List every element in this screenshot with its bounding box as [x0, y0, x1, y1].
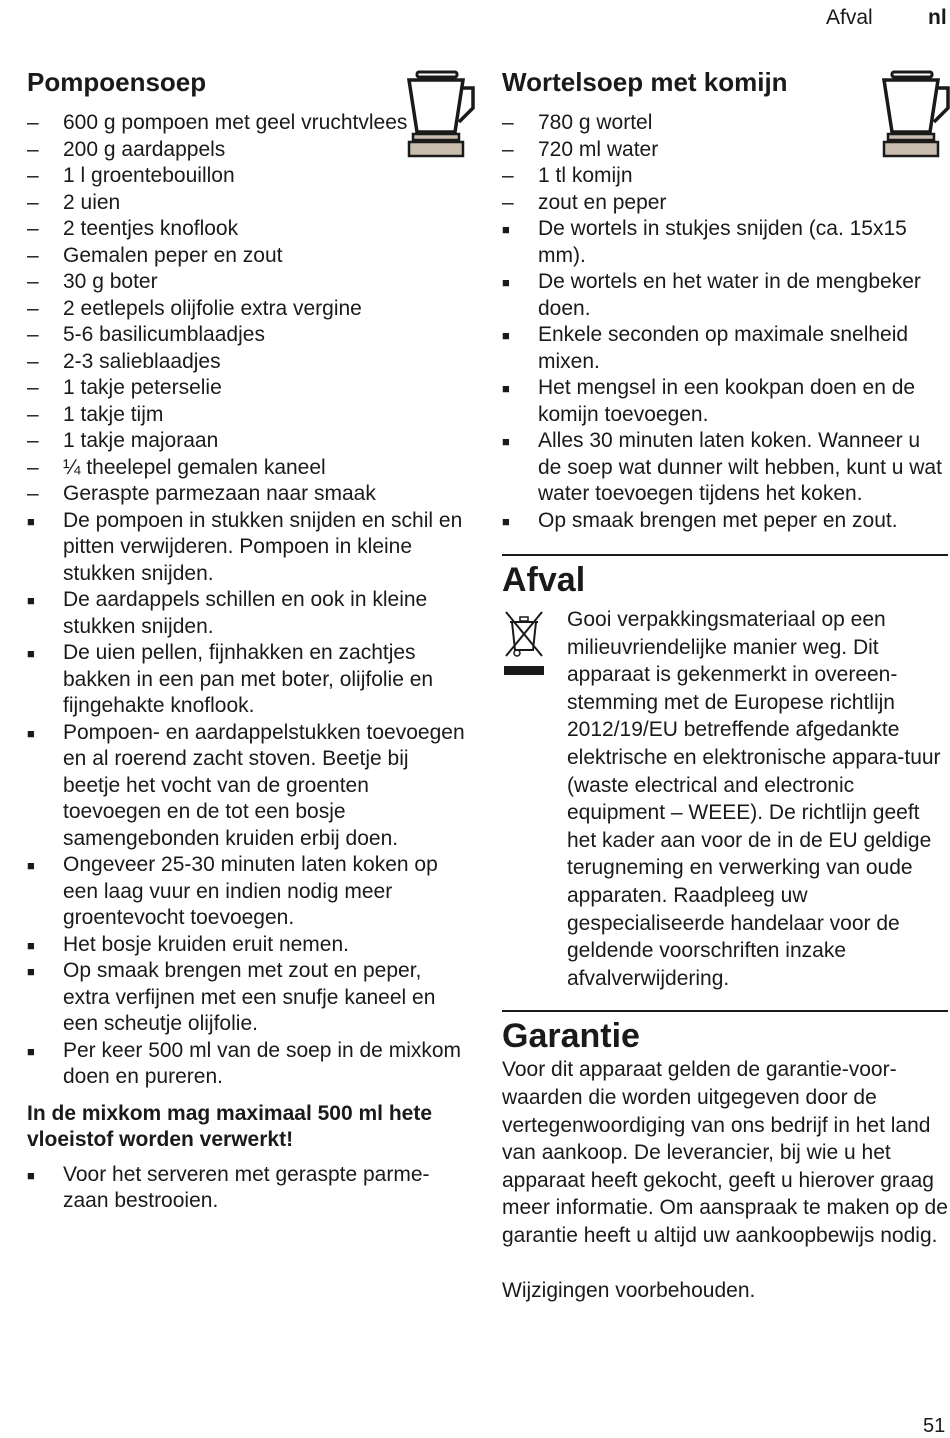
list-item-text: 1 takje tijm [63, 402, 164, 426]
list-item-text: Voor het serveren met geraspte parme-zaan bestrooien. [63, 1162, 430, 1212]
afval-block [502, 606, 948, 992]
list-item [27, 269, 469, 296]
recipe-title: Pompoensoep [27, 67, 207, 97]
list-item-text: 1 tl komijn [538, 164, 633, 187]
square-bullet-icon: ■ [27, 1167, 35, 1183]
dash-bullet-icon: – [502, 137, 514, 161]
list-item-text: Per keer 500 ml van de soep in de mixkom doen en pureren. [63, 1038, 462, 1088]
dash-bullet-icon: – [27, 164, 39, 187]
list-item [27, 508, 469, 588]
list-item-text: Geraspte parmezaan naar smaak [63, 482, 376, 505]
changes-note: Wijzigingen voorbehouden. [502, 1279, 756, 1303]
dash-bullet-icon: – [27, 190, 39, 214]
list-item [27, 455, 469, 482]
list-item [502, 163, 948, 190]
list-item [502, 428, 948, 508]
list-item [27, 640, 469, 720]
dash-bullet-icon: – [27, 270, 39, 293]
square-bullet-icon: ■ [27, 1043, 35, 1059]
dash-bullet-icon: – [27, 429, 39, 452]
list-item-text: 2-3 salieblaadjes [63, 349, 221, 373]
list-item [27, 110, 469, 137]
list-item-text: Het mengsel in een kookpan doen en de komijn toevoegen. [538, 376, 916, 426]
list-item [502, 375, 948, 428]
afval-text: Gooi verpakkingsmateriaal op een milieuvriendelijke manier weg. Dit apparaat is gekenmerkt in overeen-stemming met de Europese richtlijn 2012/19/EU betreffende afgedankte elektrische en elektronische appara-tuur (waste electrical and electronic equipment – WEEE). De richtlijn geeft het kader aan voor de in de EU geldige terugneming en verwerking van oude apparaten. Raadpleeg uw gespecialiseerde handelaar voor de geldende voorschriften inzake afvalverwijdering. [567, 608, 941, 990]
recipe-steps-list [502, 110, 948, 534]
list-item-text: De pompoen in stukken snijden en schil en pitten verwijderen. Pompoen in kleine stukken snijden. [63, 508, 463, 585]
header-language-label: nl [928, 6, 947, 29]
list-item-text: 200 g aardappels [63, 137, 226, 161]
list-item-text: 2 teentjes knoflook [63, 217, 239, 240]
square-bullet-icon: ■ [502, 222, 510, 237]
list-item-text: 5-6 basilicumblaadjes [63, 323, 265, 346]
list-item-text: zout en peper [538, 190, 667, 214]
square-bullet-icon: ■ [502, 328, 510, 343]
list-item [27, 190, 469, 217]
recipe-steps-list [27, 110, 469, 1091]
square-bullet-icon: ■ [502, 275, 510, 290]
list-item-text: 1 takje majoraan [63, 429, 219, 452]
list-item-text: 780 g wortel [538, 111, 653, 134]
garantie-heading: Garantie [502, 1017, 640, 1056]
list-item [27, 243, 469, 270]
list-item-text: De wortels in stukjes snijden (ca. 15x15 mm). [538, 217, 907, 267]
dash-bullet-icon: – [27, 296, 39, 320]
list-item [27, 481, 469, 508]
list-item [27, 375, 469, 402]
warning-text: In de mixkom mag maximaal 500 ml hete vloeistof worden verwerkt! [27, 1101, 433, 1151]
list-item-text: Pompoen- en aardappelstukken toevoegen en al roerend zacht stoven. Beetje bij beetje het vocht van de groenten toevoegen en de tot een bosje samengebonden kruiden erbij doen. [63, 720, 465, 850]
garantie-text: Voor dit apparaat gelden de garantie-voor-waarden die worden uitgegeven door de vertegenwoordiging van ons bedrijf in het land van aankoop. De leverancier, bij wie u het apparaat heeft gekocht, geeft u hierover graag meer informatie. Om aanspraak te maken op de garantie heeft u altijd uw aankoopbewijs nodig. [502, 1058, 948, 1247]
list-item [502, 216, 948, 269]
crossed-out-wheelie-bin-icon [502, 610, 546, 685]
list-item [502, 269, 948, 322]
list-item [27, 322, 469, 349]
list-item [27, 587, 469, 640]
list-item [502, 110, 948, 137]
list-item-text: Ongeveer 25-30 minuten laten koken op een laag vuur en indien nodig meer groentevocht toevoegen. [63, 853, 438, 929]
list-item [27, 137, 469, 164]
list-item [27, 1038, 469, 1091]
list-item-text: 1 takje peterselie [63, 376, 222, 399]
list-item [27, 296, 469, 323]
list-item-text: Op smaak brengen met zout en peper, extra verfijnen met een snufje kaneel en een scheutje olijfolie. [63, 959, 436, 1035]
dash-bullet-icon: – [27, 376, 39, 399]
list-item-text: Op smaak brengen met peper en zout. [538, 508, 898, 532]
list-item [27, 852, 469, 932]
list-item [27, 428, 469, 455]
square-bullet-icon: ■ [27, 725, 35, 741]
dash-bullet-icon: – [27, 402, 39, 426]
afval-heading: Afval [502, 561, 586, 599]
left-column [27, 66, 469, 1215]
list-item-text: 30 g boter [63, 270, 158, 293]
list-item [27, 932, 469, 959]
list-item [27, 163, 469, 190]
list-item [27, 958, 469, 1038]
list-item-text: De wortels en het water in de mengbeker doen. [538, 270, 921, 320]
list-item [27, 216, 469, 243]
square-bullet-icon: ■ [27, 593, 35, 608]
list-item-text: 1 l groentebouillon [63, 164, 235, 187]
list-item-text: Gemalen peper en zout [63, 243, 283, 267]
list-item [27, 720, 469, 853]
square-bullet-icon: ■ [502, 513, 510, 529]
square-bullet-icon: ■ [27, 513, 35, 529]
dash-bullet-icon: – [27, 243, 39, 267]
list-item-text: 2 eetlepels olijfolie extra vergine [63, 296, 362, 320]
page-number: 51 [923, 1415, 946, 1437]
list-item-text: Alles 30 minuten laten koken. Wanneer u de soep wat dunner wilt hebben, kunt u wat water toevoegen tijdens het koken. [538, 429, 942, 505]
recipe-title: Wortelsoep met komijn [502, 67, 788, 97]
header-section-label: Afval [826, 6, 873, 29]
list-item [27, 1162, 469, 1215]
square-bullet-icon: ■ [27, 964, 35, 979]
list-item-text: 2 uien [63, 190, 121, 214]
list-item [27, 402, 469, 429]
list-item [502, 508, 948, 535]
final-step-list [27, 1162, 469, 1215]
section-divider [502, 554, 948, 556]
right-column [502, 66, 948, 1305]
dash-bullet-icon: – [27, 455, 39, 479]
dash-bullet-icon: – [27, 137, 39, 161]
dash-bullet-icon: – [27, 482, 39, 505]
square-bullet-icon: ■ [502, 434, 510, 449]
recipe-heading-row [27, 66, 469, 110]
list-item [27, 349, 469, 376]
dash-bullet-icon: – [27, 111, 39, 134]
list-item-text: 720 ml water [538, 137, 659, 161]
section-divider [502, 1010, 948, 1012]
square-bullet-icon: ■ [27, 858, 35, 873]
dash-bullet-icon: – [27, 323, 39, 346]
dash-bullet-icon: – [502, 111, 514, 134]
square-bullet-icon: ■ [502, 381, 510, 396]
dash-bullet-icon: – [27, 217, 39, 240]
list-item-text: De uien pellen, fijnhakken en zachtjes bakken in een pan met boter, olijfolie en fijngehakte knoflook. [63, 641, 434, 717]
square-bullet-icon: ■ [27, 937, 35, 953]
dash-bullet-icon: – [27, 349, 39, 373]
list-item-text: ¼ theelepel gemalen kaneel [63, 455, 326, 479]
list-item-text: 600 g pompoen met geel vruchtvlees [63, 111, 408, 134]
list-item-text: Het bosje kruiden eruit nemen. [63, 932, 349, 956]
dash-bullet-icon: – [502, 190, 514, 214]
list-item-text: Enkele seconden op maximale snelheid mixen. [538, 323, 909, 373]
list-item [502, 322, 948, 375]
list-item-text: De aardappels schillen en ook in kleine stukken snijden. [63, 588, 428, 638]
dash-bullet-icon: – [502, 164, 514, 187]
recipe-heading-row [502, 66, 948, 110]
square-bullet-icon: ■ [27, 646, 35, 661]
list-item [502, 190, 948, 217]
list-item [502, 137, 948, 164]
